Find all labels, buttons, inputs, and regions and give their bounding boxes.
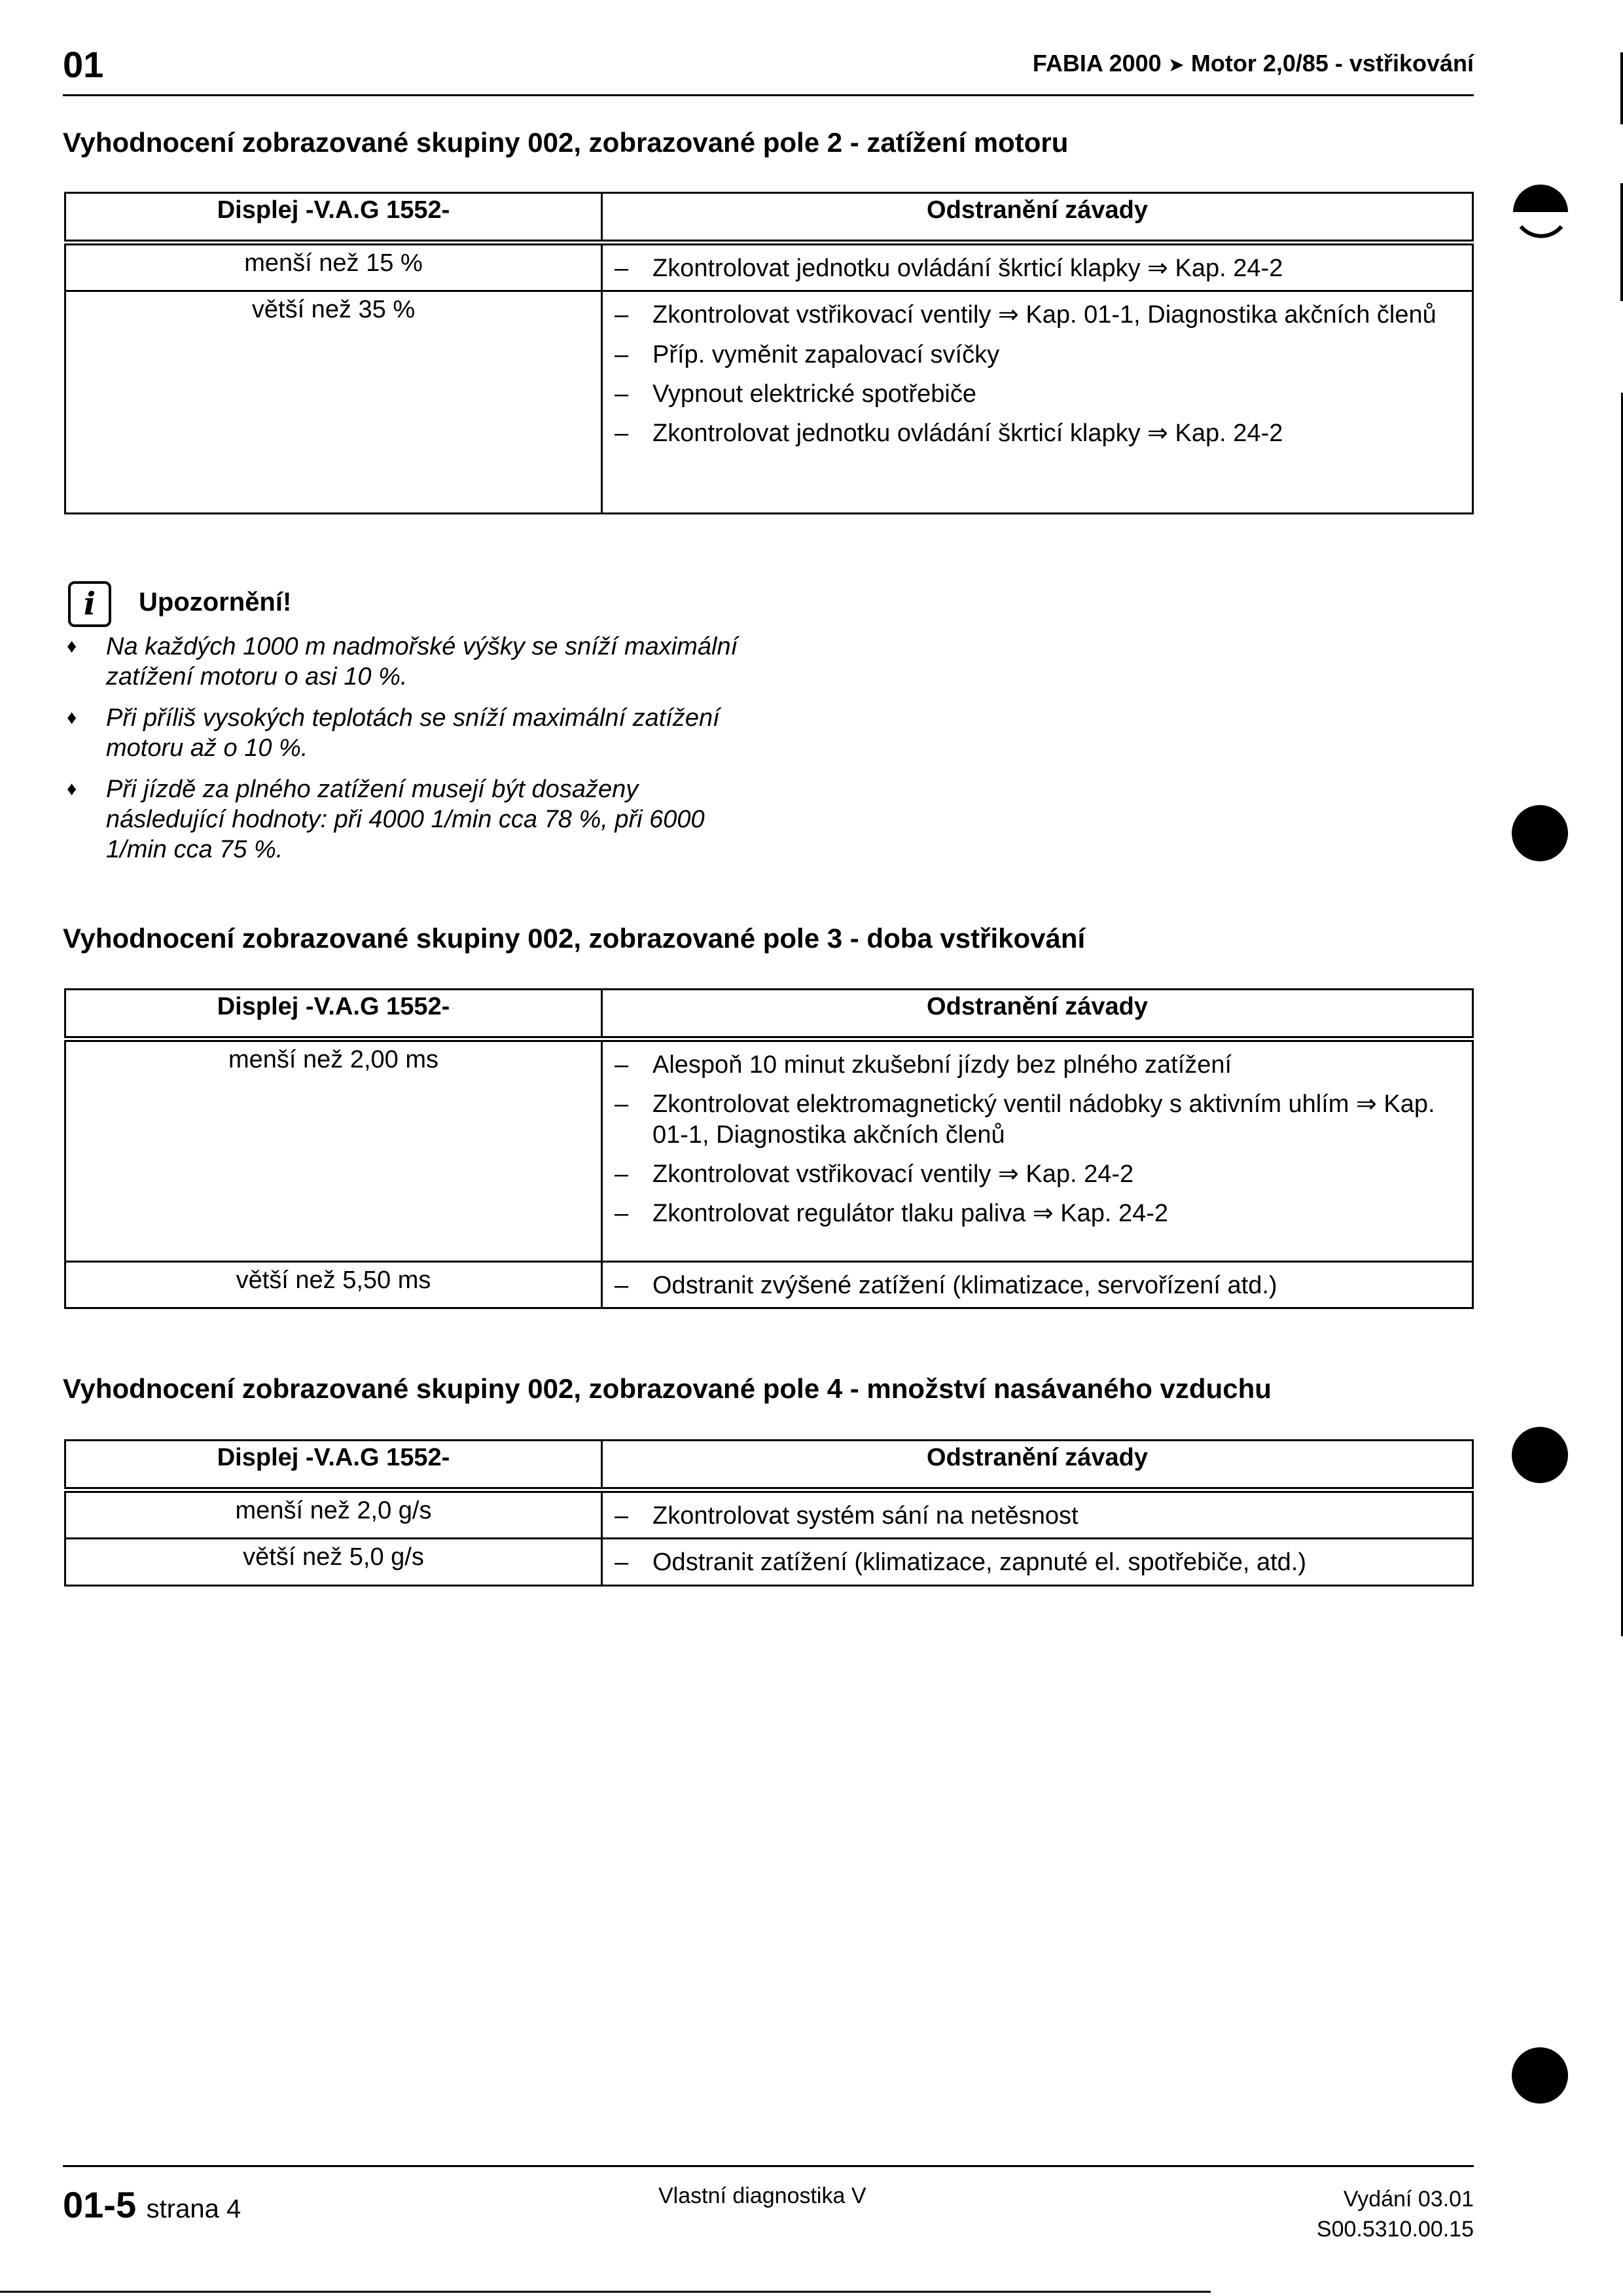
col-header-remedy: Odstranění závady [602, 990, 1473, 1039]
col-header-remedy: Odstranění závady [602, 193, 1473, 243]
table-field4 [64, 1439, 1474, 1587]
remedy-item [612, 1050, 1463, 1080]
remedy-cell [602, 1539, 1473, 1585]
remedy-cell [602, 1039, 1473, 1262]
table-header-row [65, 193, 1473, 243]
dash-bullet: – [615, 1549, 629, 1577]
remedy-text: Vypnout elektrické spotřebiče [652, 380, 976, 408]
arrow-icon: ➤ [1168, 54, 1185, 76]
remedy-item [612, 1270, 1463, 1300]
dash-bullet: – [615, 1090, 629, 1119]
doc-number: S00.5310.00.15 [1316, 2216, 1474, 2242]
remedy-text: Zkontrolovat elektromagnetický ventil nádobky s aktivním uhlím ⇒ Kap. 01-1, Diagnostika akčních členů [652, 1090, 1435, 1149]
section-title-field3: Vyhodnocení zobrazované skupiny 002, zobrazované pole 3 - doba vstřikování [63, 923, 1086, 954]
page-label: strana 4 [146, 2195, 241, 2223]
col-header-remedy: Odstranění závady [602, 1441, 1473, 1490]
remedy-cell [602, 291, 1473, 514]
engine-name: Motor 2,0/85 - vstřikování [1190, 50, 1474, 77]
note-text: Na každých 1000 m nadmořské výšky se sníží maximální zatížení motoru o asi 10 %. [106, 633, 738, 691]
table-field3 [64, 988, 1474, 1309]
info-icon: i [68, 581, 111, 627]
note-item [63, 704, 743, 763]
table-row [65, 1039, 1473, 1262]
header-divider [63, 94, 1474, 96]
remedy-item [612, 1501, 1463, 1531]
model-name: FABIA 2000 [1032, 50, 1162, 77]
scan-edge-line [0, 2291, 1211, 2293]
note-item [63, 775, 743, 865]
edition: Vydání 03.01 [1343, 2187, 1474, 2212]
remedy-item [612, 1159, 1463, 1189]
remedy-text: Zkontrolovat jednotku ovládání škrticí klapky ⇒ Kap. 24-2 [652, 255, 1283, 282]
remedy-text: Odstranit zvýšené zatížení (klimatizace, servořízení atd.) [652, 1272, 1277, 1299]
page-number [63, 2183, 241, 2226]
remedy-text: Příp. vyměnit zapalovací svíčky [652, 340, 1000, 368]
note-item [63, 632, 743, 692]
table-header-row [65, 990, 1473, 1039]
dash-bullet: – [615, 340, 629, 368]
page-code: 01-5 [63, 2184, 137, 2225]
remedy-cell [602, 1490, 1473, 1539]
table-row [65, 291, 1473, 514]
display-value: větší než 5,0 g/s [65, 1539, 602, 1585]
dash-bullet: – [615, 255, 629, 282]
diamond-bullet-icon: ♦ [67, 778, 77, 800]
remedy-text: Zkontrolovat vstřikovací ventily ⇒ Kap. 24-2 [652, 1160, 1134, 1189]
remedy-item [612, 418, 1463, 448]
dash-bullet: – [615, 1051, 629, 1079]
remedy-item [612, 340, 1463, 370]
dash-bullet: – [615, 301, 629, 329]
remedy-cell [602, 243, 1473, 291]
remedy-item [612, 379, 1463, 409]
note-text: Při jízdě za plného zatížení musejí být dosaženy následující hodnoty: při 4000 1/min cca 78 %, při 6000 1/min cca 75 %. [106, 776, 705, 863]
remedy-text: Zkontrolovat systém sání na netěsnost [652, 1502, 1079, 1530]
chapter-number: 01 [63, 44, 104, 85]
display-value: menší než 2,0 g/s [65, 1490, 602, 1539]
display-value: větší než 5,50 ms [65, 1262, 602, 1308]
remedy-text: Zkontrolovat vstřikovací ventily ⇒ Kap. 01-1, Diagnostika akčních členů [652, 301, 1436, 329]
remedy-text: Alespoň 10 minut zkušební jízdy bez plného zatížení [652, 1051, 1232, 1079]
note-list [63, 632, 743, 876]
remedy-text: Odstranit zatížení (klimatizace, zapnuté el. spotřebiče, atd.) [652, 1549, 1307, 1577]
table-header-row [65, 1441, 1473, 1490]
note-text: Při příliš vysokých teplotách se sníží maximální zatížení motoru až o 10 %. [106, 704, 720, 762]
footer-divider [63, 2165, 1474, 2167]
dash-bullet: – [615, 420, 629, 448]
remedy-item [612, 1198, 1463, 1229]
binder-hole-icon [1512, 1427, 1568, 1483]
display-value: menší než 15 % [65, 243, 602, 291]
diamond-bullet-icon: ♦ [67, 707, 77, 729]
dash-bullet: – [615, 1502, 629, 1530]
dash-bullet: – [615, 1160, 629, 1189]
footer-title: Vlastní diagnostika V [658, 2183, 866, 2208]
display-value: větší než 35 % [65, 291, 602, 514]
dash-bullet: – [615, 380, 629, 408]
table-row [65, 1539, 1473, 1585]
edge-mark [1620, 183, 1623, 301]
binder-hole-icon [1512, 2047, 1568, 2104]
section-title-field4: Vyhodnocení zobrazované skupiny 002, zobrazované pole 4 - množství nasávaného vzduchu [63, 1373, 1272, 1404]
dash-bullet: – [615, 1200, 629, 1228]
table-field2 [64, 192, 1474, 514]
remedy-text: Zkontrolovat jednotku ovládání škrticí klapky ⇒ Kap. 24-2 [652, 420, 1283, 448]
header-title [1033, 50, 1474, 77]
section-title-field2: Vyhodnocení zobrazované skupiny 002, zobrazované pole 2 - zatížení motoru [63, 127, 1069, 158]
remedy-item [612, 1547, 1463, 1577]
edge-mark [1620, 52, 1623, 124]
dash-bullet: – [615, 1272, 629, 1299]
col-header-display: Displej -V.A.G 1552- [65, 990, 602, 1039]
footer-meta [1317, 2185, 1474, 2245]
display-value: menší než 2,00 ms [65, 1039, 602, 1262]
remedy-item [612, 1089, 1463, 1150]
note-title: Upozornění! [139, 588, 292, 617]
remedy-cell [602, 1262, 1473, 1308]
remedy-text: Zkontrolovat regulátor tlaku paliva ⇒ Kap. 24-2 [652, 1200, 1169, 1228]
col-header-display: Displej -V.A.G 1552- [65, 193, 602, 243]
diamond-bullet-icon: ♦ [67, 636, 77, 657]
table-row [65, 1490, 1473, 1539]
table-row [65, 243, 1473, 291]
remedy-item [612, 300, 1463, 330]
punch-mark-icon [1512, 183, 1571, 262]
col-header-display: Displej -V.A.G 1552- [65, 1441, 602, 1490]
binder-hole-icon [1512, 805, 1568, 861]
table-row [65, 1262, 1473, 1308]
remedy-item [612, 253, 1463, 283]
